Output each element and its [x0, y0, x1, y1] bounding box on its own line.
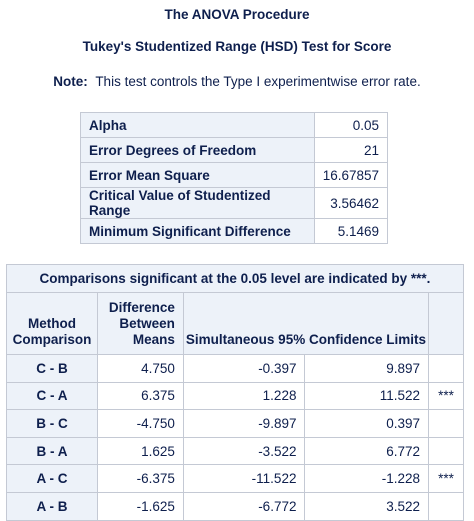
- difference-header: [97, 293, 183, 355]
- lower-limit-cell: -3.522: [183, 437, 305, 465]
- significance-cell: [429, 492, 464, 520]
- param-label: Critical Value of Studentized Range: [81, 188, 315, 219]
- table-row: [7, 437, 464, 465]
- procedure-title: The ANOVA Procedure: [164, 7, 310, 22]
- parameters-table: [80, 112, 388, 244]
- param-row: [81, 163, 388, 188]
- note-line: [0, 74, 474, 89]
- lower-limit-cell: -11.522: [183, 465, 305, 493]
- param-label: Minimum Significant Difference: [81, 219, 315, 244]
- header-line: Comparison: [12, 332, 92, 347]
- difference-cell: -1.625: [97, 492, 183, 520]
- significance-cell: ***: [429, 465, 464, 493]
- table-row: [7, 355, 464, 383]
- param-row: [81, 138, 388, 163]
- param-value: 21: [314, 138, 387, 163]
- table-row: [7, 410, 464, 438]
- lower-limit-cell: -6.772: [183, 492, 305, 520]
- difference-cell: -4.750: [97, 410, 183, 438]
- difference-cell: -6.375: [97, 465, 183, 493]
- param-value: 5.1469: [314, 219, 387, 244]
- upper-limit-cell: 0.397: [305, 410, 429, 438]
- table-row: [7, 465, 464, 493]
- difference-cell: 1.625: [97, 437, 183, 465]
- significance-cell: [429, 355, 464, 383]
- lower-limit-cell: 1.228: [183, 382, 305, 410]
- significance-cell: ***: [429, 382, 464, 410]
- param-label: Alpha: [81, 113, 315, 138]
- param-value: 16.67857: [314, 163, 387, 188]
- header-line: Method: [27, 316, 76, 331]
- lower-limit-cell: -9.897: [183, 410, 305, 438]
- header-line: Between: [119, 316, 175, 331]
- table-row: [7, 492, 464, 520]
- difference-cell: 6.375: [97, 382, 183, 410]
- significance-cell: [429, 437, 464, 465]
- upper-limit-cell: 6.772: [305, 437, 429, 465]
- difference-cell: 4.750: [97, 355, 183, 383]
- table-row: [7, 382, 464, 410]
- upper-limit-cell: 3.522: [305, 492, 429, 520]
- comparison-label: C - A: [7, 382, 98, 410]
- comparison-label: B - A: [7, 437, 98, 465]
- significance-header: [429, 293, 464, 355]
- param-value: 3.56462: [314, 188, 387, 219]
- param-row: [81, 219, 388, 244]
- lower-limit-cell: -0.397: [183, 355, 305, 383]
- param-label: Error Degrees of Freedom: [81, 138, 315, 163]
- comparison-label: A - C: [7, 465, 98, 493]
- upper-limit-cell: 9.897: [305, 355, 429, 383]
- significance-cell: [429, 410, 464, 438]
- note-text: This test controls the Type I experimentwise error rate.: [95, 74, 421, 89]
- comparison-label: A - B: [7, 492, 98, 520]
- test-title: Tukey's Studentized Range (HSD) Test for Score: [82, 39, 392, 54]
- comparison-label: B - C: [7, 410, 98, 438]
- method-comparison-header: [7, 293, 98, 355]
- param-label: Error Mean Square: [81, 163, 315, 188]
- upper-limit-cell: -1.228: [305, 465, 429, 493]
- upper-limit-cell: 11.522: [305, 382, 429, 410]
- param-row: [81, 113, 388, 138]
- param-value: 0.05: [314, 113, 387, 138]
- confidence-limits-header: Simultaneous 95% Confidence Limits: [183, 293, 428, 355]
- comparisons-table: [6, 264, 464, 521]
- param-row: [81, 188, 388, 219]
- header-line: Difference: [108, 300, 175, 315]
- comparison-label: C - B: [7, 355, 98, 383]
- header-line: Means: [132, 332, 175, 347]
- note-label: Note:: [53, 74, 88, 89]
- comparisons-caption: Comparisons significant at the 0.05 level are indicated by ***.: [7, 265, 464, 293]
